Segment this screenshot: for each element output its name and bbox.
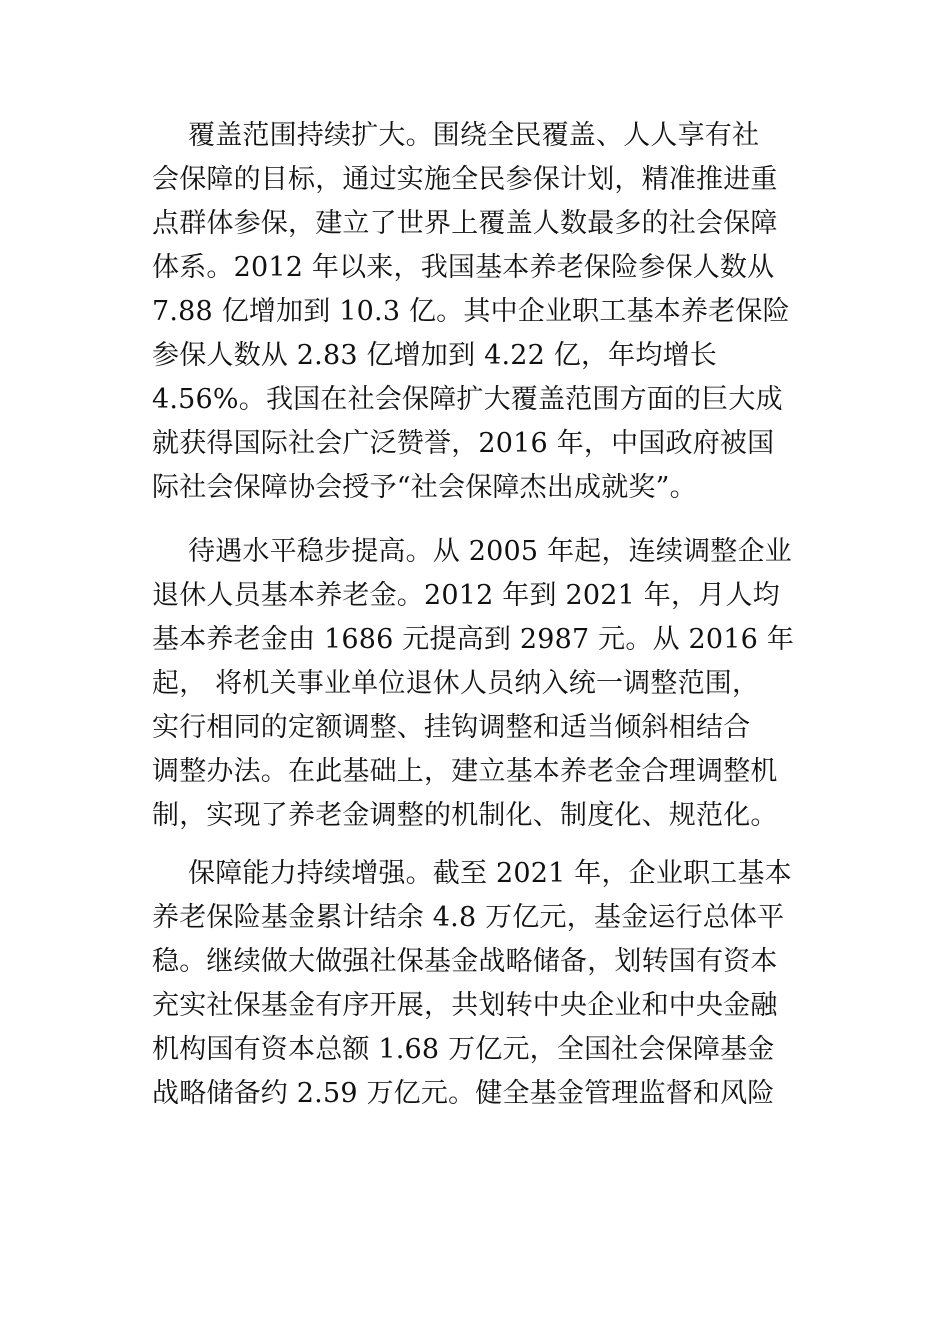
text-line: 起， 将机关事业单位退休人员纳入统一调整范围， xyxy=(152,668,760,699)
text-line: 4.56%。我国在社会保障扩大覆盖范围方面的巨大成 xyxy=(152,384,783,415)
paragraph-coverage xyxy=(152,114,812,510)
text-line: 机构国有资本总额 1.68 万亿元，全国社会保障基金 xyxy=(152,1034,775,1065)
text-line: 基本养老金由 1686 元提高到 2987 元。从 2016 年 xyxy=(152,624,795,655)
text-line: 就获得国际社会广泛赞誉，2016 年，中国政府被国 xyxy=(152,428,775,459)
text-line: 待遇水平稳步提高。从 2005 年起，连续调整企业 xyxy=(188,536,792,567)
text-line: 覆盖范围持续扩大。围绕全民覆盖、人人享有社 xyxy=(188,120,760,151)
text-line: 参保人数从 2.83 亿增加到 4.22 亿，年均增长 xyxy=(152,340,717,371)
text-line: 体系。2012 年以来，我国基本养老保险参保人数从 xyxy=(152,252,775,283)
text-line: 点群体参保，建立了世界上覆盖人数最多的社会保障 xyxy=(152,208,778,239)
text-line: 实行相同的定额调整、挂钩调整和适当倾斜相结合 xyxy=(152,712,751,743)
text-line: 调整办法。在此基础上，建立基本养老金合理调整机 xyxy=(152,756,778,787)
text-line: 稳。继续做大做强社保基金战略储备，划转国有资本 xyxy=(152,946,778,977)
text-line: 退休人员基本养老金。2012 年到 2021 年，月人均 xyxy=(152,580,780,611)
text-line: 7.88 亿增加到 10.3 亿。其中企业职工基本养老保险 xyxy=(152,296,790,327)
text-line: 养老保险基金累计结余 4.8 万亿元，基金运行总体平 xyxy=(152,902,785,933)
text-line: 会保障的目标，通过实施全民参保计划，精准推进重 xyxy=(152,164,778,195)
text-line: 际社会保障协会授予“社会保障杰出成就奖”。 xyxy=(152,472,697,503)
text-line: 战略储备约 2.59 万亿元。健全基金管理监督和风险 xyxy=(152,1078,775,1109)
text-line: 保障能力持续增强。截至 2021 年，企业职工基本 xyxy=(188,858,792,889)
paragraph-benefits xyxy=(152,530,812,838)
paragraph-capacity xyxy=(152,852,812,1116)
text-line: 充实社保基金有序开展，共划转中央企业和中央金融 xyxy=(152,990,778,1021)
text-line: 制，实现了养老金调整的机制化、制度化、规范化。 xyxy=(152,800,778,831)
